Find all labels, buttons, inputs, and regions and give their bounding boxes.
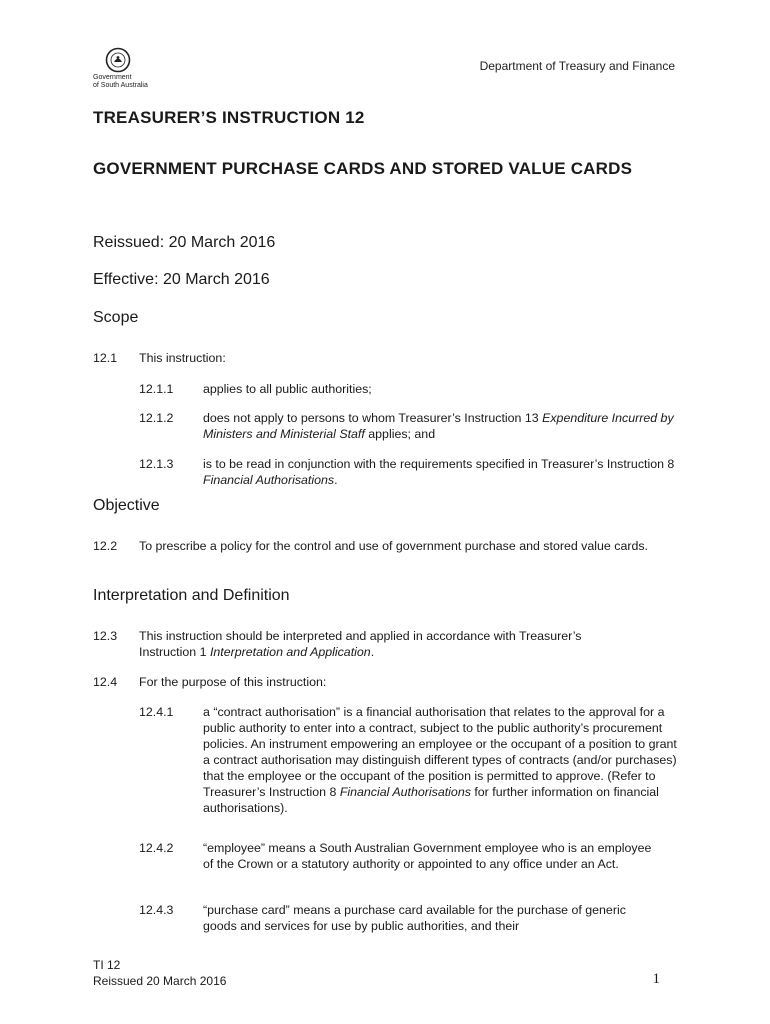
state-emblem-icon	[105, 47, 131, 73]
clause-text: applies to all public authorities;	[203, 382, 372, 396]
effective-date: Effective: 20 March 2016	[93, 271, 270, 288]
instruction-title: Financial Authorisations	[203, 473, 335, 487]
document-title: TREASURER’S INSTRUCTION 12	[93, 108, 365, 127]
footer-instruction-code: TI 12	[93, 958, 121, 972]
clause-text	[203, 456, 679, 488]
clause-text-part: This instruction should be interpreted and applied in accordance with Treasurer’s Instruction 1	[139, 629, 582, 659]
page-number: 1	[652, 971, 660, 987]
clause-text-part: a “contract authorisation” is a financial authorisation that relates to the approval for a public authority to enter into a contract, subject to the public authority’s procurement policies. An instrument empowering an employee or the occupant of a position to grant a contract authorisation may distinguish different types of contracts (and/or purchases) that the employee or the occupant of the position is permitted to approve. (Refer to Treasurer’s Instruction 8	[203, 705, 677, 799]
clause-text	[139, 628, 589, 660]
clause-text: For the purpose of this instruction:	[139, 675, 327, 689]
clause-12-2	[93, 538, 673, 554]
logo-line1: Government	[93, 74, 132, 81]
clause-number: 12.4.1	[139, 705, 174, 719]
clause-number: 12.4.2	[139, 841, 174, 855]
clause-number: 12.1	[93, 351, 118, 365]
clause-12-4	[93, 674, 673, 690]
clause-12-3	[93, 628, 673, 660]
clause-text-part: applies; and	[364, 427, 436, 441]
clause-text-part: is to be read in conjunction with the requirements specified in Treasurer’s Instruction 8	[203, 457, 675, 471]
section-heading-scope: Scope	[93, 309, 139, 326]
clause-number: 12.3	[93, 629, 118, 643]
clause-text: “purchase card” means a purchase card available for the purchase of generic goods and services for use by public authorities, and their	[203, 903, 626, 933]
clause-text: This instruction:	[139, 351, 226, 365]
clause-12-1	[93, 350, 673, 366]
clause-text: To prescribe a policy for the control and use of government purchase and stored value cards.	[139, 539, 648, 553]
instruction-title: Interpretation and Application	[209, 645, 371, 659]
clause-12-4-2	[139, 840, 679, 872]
clause-number: 12.1.3	[139, 457, 174, 471]
document-subtitle: GOVERNMENT PURCHASE CARDS AND STORED VALUE CARDS	[93, 159, 633, 178]
department-name: Department of Treasury and Finance	[479, 59, 675, 73]
clause-text	[203, 704, 679, 816]
clause-text-part: for further information on financial authorisations).	[203, 785, 659, 815]
clause-text	[203, 410, 679, 442]
instruction-title: Financial Authorisations	[339, 785, 471, 799]
reissued-date: Reissued: 20 March 2016	[93, 234, 276, 251]
section-heading-objective: Objective	[93, 497, 160, 514]
footer-reissued-date: Reissued 20 March 2016	[93, 974, 227, 988]
clause-number: 12.4	[93, 675, 118, 689]
logo-line2: of South Australia	[93, 82, 148, 89]
clause-number: 12.4.3	[139, 903, 174, 917]
clause-12-1-2	[139, 410, 679, 442]
clause-text-part: .	[370, 645, 375, 659]
clause-number: 12.1.1	[139, 382, 174, 396]
government-logo	[93, 47, 153, 90]
clause-text: “employee” means a South Australian Government employee who is an employee of the Crown or a statutory authority or appointed to any office under an Act.	[203, 841, 652, 871]
clause-text-part: .	[334, 473, 338, 487]
clause-12-1-1	[139, 381, 679, 397]
section-heading-interpretation: Interpretation and Definition	[93, 587, 290, 604]
clause-number: 12.2	[93, 539, 118, 553]
clause-12-4-3	[139, 902, 679, 934]
logo-text	[93, 74, 153, 90]
instruction-title: Expenditure Incurred by Ministers and Ministerial Staff	[203, 411, 674, 441]
clause-12-4-1	[139, 704, 679, 816]
clause-number: 12.1.2	[139, 411, 174, 425]
footer	[93, 957, 226, 989]
clause-12-1-3	[139, 456, 679, 488]
clause-text-part: does not apply to persons to whom Treasurer’s Instruction 13	[203, 411, 543, 425]
